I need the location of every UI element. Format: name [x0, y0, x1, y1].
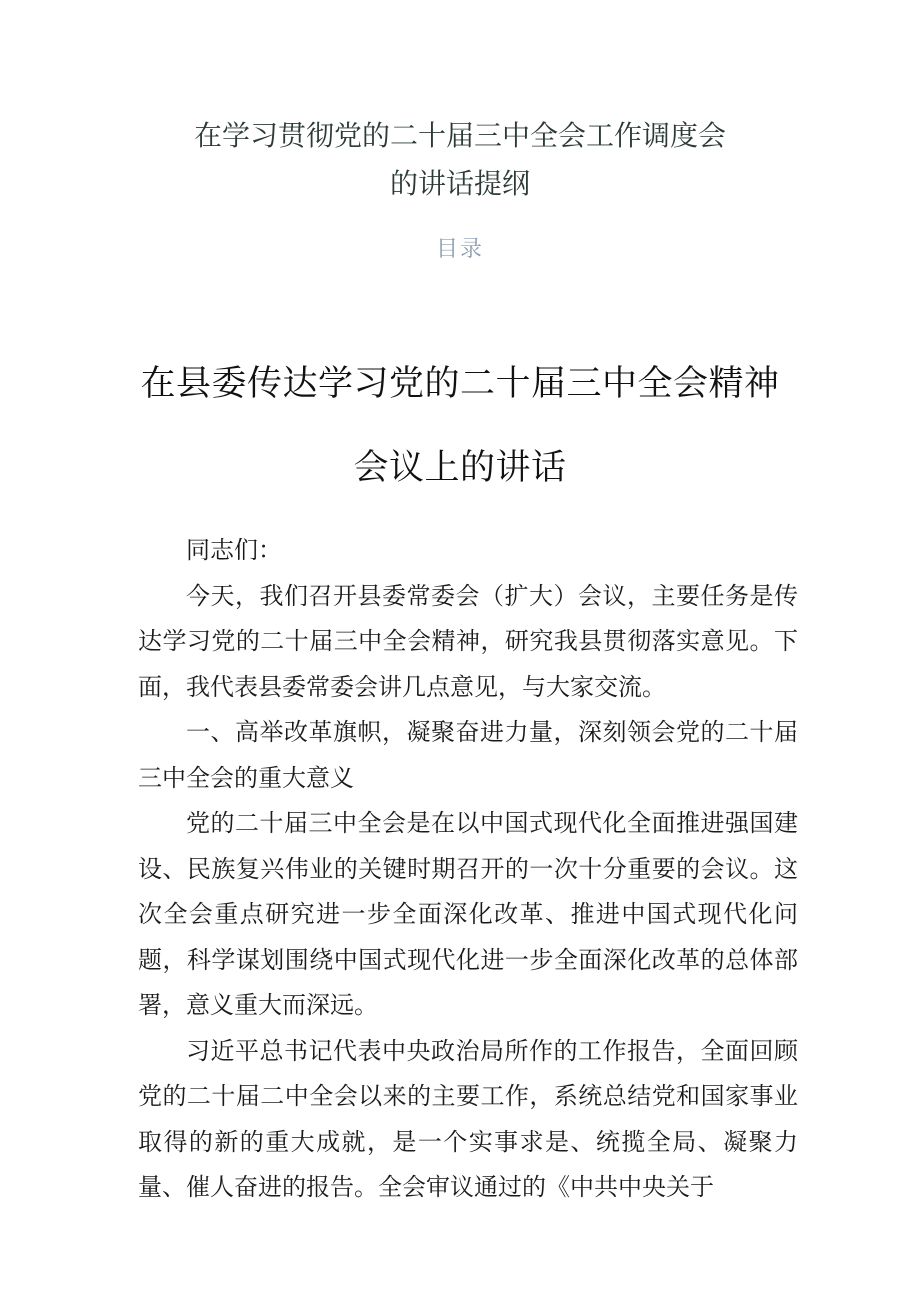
cover-title-line-2: 的讲话提纲: [389, 167, 530, 200]
article-title-line-2: 会议上的讲话: [353, 448, 567, 488]
body-paragraph: 党的二十届三中全会是在以中国式现代化全面推进强国建设、民族复兴伟业的关键时期召开的一次十分重要的会议。这次全会重点研究进一步全面深化改革、推进中国式现代化问题，科学谋划围绕中国式现代化进一步全面深化改革的总体部署，意义重大而深远。: [138, 809, 798, 1019]
cover-title-line-1: 在学习贯彻党的二十届三中全会工作调度会: [193, 119, 726, 152]
salutation-paragraph: 同志们：: [186, 536, 282, 564]
table-of-contents-label[interactable]: 目录: [435, 237, 484, 262]
article-body: [138, 528, 798, 1211]
body-paragraph: 今天，我们召开县委常委会（扩大）会议，主要任务是传达学习党的二十届三中全会精神，研究我县贯彻落实意见。下面，我代表县委常委会讲几点意见，与大家交流。: [138, 581, 798, 701]
section-heading-paragraph: 一、高举改革旗帜，凝聚奋进力量，深刻领会党的二十届三中全会的重大意义: [138, 718, 798, 792]
article-title-line-1: 在县委传达学习党的二十届三中全会精神: [140, 364, 780, 404]
body-paragraph: 习近平总书记代表中央政治局所作的工作报告，全面回顾党的二十届二中全会以来的主要工作，系统总结党和国家事业取得的新的重大成就，是一个实事求是、统揽全局、凝聚力量、催人奋进的报告。全会审议通过的《中共中央关于: [138, 1036, 798, 1201]
